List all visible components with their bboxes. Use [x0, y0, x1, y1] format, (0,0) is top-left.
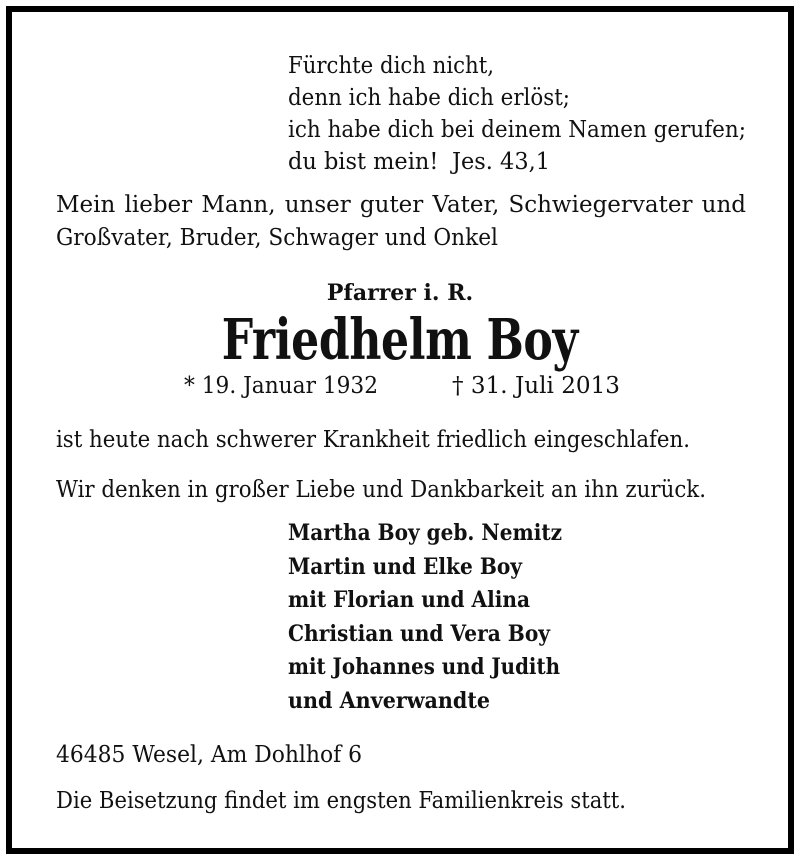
family-member: mit Johannes und Judith [288, 654, 560, 680]
family-member: Martha Boy geb. Nemitz [288, 520, 562, 546]
family-member: mit Florian und Alina [288, 587, 530, 613]
intro-line-1: Mein lieber Mann, unser guter Vater, Schwiegervater und [56, 192, 746, 218]
verse-line-4 [288, 146, 550, 178]
family-member: Christian und Vera Boy [288, 620, 550, 647]
deceased-name [0, 306, 800, 374]
intro-line-2: Großvater, Bruder, Schwager und Onkel [56, 225, 498, 251]
verse-line-2: denn ich habe dich erlöst; [288, 85, 570, 111]
address: 46485 Wesel, Am Dohlhof 6 [56, 742, 362, 768]
family-member: und Anverwandte [288, 687, 490, 714]
death-date: † 31. Juli 2013 [452, 373, 620, 399]
family-member: Martin und Elke Boy [288, 553, 522, 580]
remembrance-statement: Wir denken in großer Liebe und Dankbarkeit an ihn zurück. [56, 477, 706, 503]
deceased-title: Pfarrer i. R. [326, 280, 474, 306]
verse-line-3: ich habe dich bei deinem Namen gerufen; [288, 117, 746, 143]
family-list [288, 517, 590, 718]
verse-line-1: Fürchte dich nicht, [288, 53, 494, 79]
intro-text [56, 189, 746, 255]
bible-verse [288, 50, 778, 178]
verse-reference: Jes. 43,1 [451, 149, 550, 175]
verse-line-4-text: du bist mein! [288, 149, 439, 175]
passing-statement: ist heute nach schwerer Krankheit friedlich eingeschlafen. [56, 427, 690, 453]
birth-date: * 19. Januar 1932 [184, 373, 378, 399]
burial-note: Die Beisetzung findet im engsten Familienkreis statt. [56, 788, 626, 814]
deceased-name-text: Friedhelm Boy [222, 307, 578, 373]
